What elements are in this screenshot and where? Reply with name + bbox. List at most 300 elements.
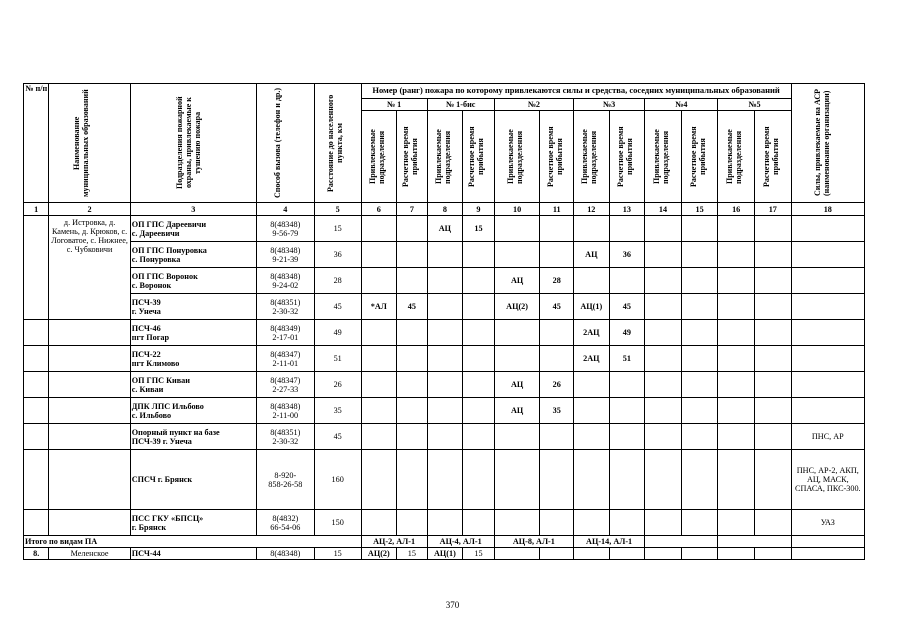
- rank-cell: [645, 510, 682, 536]
- rank-cell: [574, 372, 610, 398]
- distance-km: 49: [314, 320, 361, 346]
- rank-cell: [574, 216, 610, 242]
- asr-forces: [791, 320, 864, 346]
- rank-cell: [681, 268, 718, 294]
- rank-cell: [540, 424, 574, 450]
- rank-cell: [645, 346, 682, 372]
- rank-cell: [681, 510, 718, 536]
- empty-cell: [49, 450, 130, 510]
- rank-cell: [645, 294, 682, 320]
- empty-cell: [24, 510, 49, 536]
- rank-cell: [609, 510, 645, 536]
- subheader-text: Расчетное время прибытия: [545, 126, 564, 187]
- distance-km: 45: [314, 294, 361, 320]
- header-units: [130, 84, 256, 203]
- rank-cell: [540, 346, 574, 372]
- rank-cell: [609, 424, 645, 450]
- rank-cell: [754, 346, 791, 372]
- rank-cell: АЦ(1): [427, 548, 463, 560]
- rank-cell: [681, 216, 718, 242]
- rank-cell: [681, 372, 718, 398]
- table-row: [24, 216, 865, 242]
- subheader-units: [361, 111, 397, 203]
- rank-cell: [681, 450, 718, 510]
- totals-rank-2: АЦ-8, АЛ-1: [494, 536, 573, 548]
- unit-name: ПСС ГКУ «БПСЦ» г. Брянск: [130, 510, 256, 536]
- page-number: 370: [445, 600, 460, 610]
- rank-cell: [574, 548, 610, 560]
- unit-name: Опорный пункт на базе ПСЧ-39 г. Унеча: [130, 424, 256, 450]
- rank-cell: 36: [609, 242, 645, 268]
- rank-cell: [427, 450, 463, 510]
- row-number: 8.: [24, 548, 49, 560]
- unit-name: ОП ГПС Воронок с. Воронок: [130, 268, 256, 294]
- rank-cell: [361, 450, 397, 510]
- column-number: 7: [397, 203, 428, 216]
- rank-cell: 49: [609, 320, 645, 346]
- header-call: [256, 84, 314, 203]
- rank-3-text: №3: [602, 99, 616, 109]
- rank-2: [494, 98, 573, 111]
- rank-4: [645, 98, 718, 111]
- rank-cell: [427, 372, 463, 398]
- rank-1bis: [427, 98, 494, 111]
- rank-cell: АЦ: [494, 398, 540, 424]
- rank-cell: 15: [463, 548, 495, 560]
- header-num: [24, 84, 49, 203]
- distance-km: 150: [314, 510, 361, 536]
- rank-cell: [540, 242, 574, 268]
- distance-km: 28: [314, 268, 361, 294]
- table-row: [24, 320, 865, 346]
- rank-cell: [463, 450, 495, 510]
- rank-cell: [718, 294, 755, 320]
- call-phone: 8(48349) 2-17-01: [256, 320, 314, 346]
- rank-cell: 26: [540, 372, 574, 398]
- distance-km: 15: [314, 216, 361, 242]
- call-phone: 8-920- 858-26-58: [256, 450, 314, 510]
- rank-cell: 2АЦ: [574, 346, 610, 372]
- rank-cell: [397, 216, 428, 242]
- rank-cell: [494, 216, 540, 242]
- rank-cell: [463, 510, 495, 536]
- unit-name: ДПК ЛПС Ильбово с. Ильбово: [130, 398, 256, 424]
- rank-cell: [645, 320, 682, 346]
- subheader-time: [754, 111, 791, 203]
- empty-cell: [49, 346, 130, 372]
- rank-cell: [494, 424, 540, 450]
- call-phone: 8(48348) 9-24-02: [256, 268, 314, 294]
- asr-forces: УАЗ: [791, 510, 864, 536]
- rank-cell: [494, 510, 540, 536]
- totals-asr: [791, 536, 864, 548]
- empty-cell: [24, 346, 49, 372]
- rank-cell: [754, 216, 791, 242]
- distance-km: 160: [314, 450, 361, 510]
- subheader-units: [718, 111, 755, 203]
- rank-cell: [609, 372, 645, 398]
- subheader-text: Расчетное время прибытия: [688, 126, 707, 187]
- call-phone: 8(48348) 9-21-39: [256, 242, 314, 268]
- rank-cell: [681, 242, 718, 268]
- table-row: [24, 346, 865, 372]
- rank-cell: [540, 450, 574, 510]
- rank-1-text: № 1: [386, 99, 402, 109]
- unit-name: СПСЧ г. Брянск: [130, 450, 256, 510]
- unit-name: ПСЧ-22 пгт Климово: [130, 346, 256, 372]
- rank-cell: [397, 372, 428, 398]
- rank-cell: [609, 216, 645, 242]
- unit-name: ПСЧ-44: [130, 548, 256, 560]
- rank-cell: [540, 510, 574, 536]
- rank-cell: [427, 398, 463, 424]
- rank-cell: 45: [540, 294, 574, 320]
- empty-cell: [24, 398, 49, 424]
- rank-cell: [718, 320, 755, 346]
- column-number: 3: [130, 203, 256, 216]
- rank-cell: [463, 346, 495, 372]
- rank-cell: [540, 320, 574, 346]
- rank-cell: [645, 548, 682, 560]
- column-number: 4: [256, 203, 314, 216]
- rank-cell: [754, 450, 791, 510]
- rank-cell: [681, 548, 718, 560]
- rank-cell: [754, 268, 791, 294]
- rank-cell: АЦ: [574, 242, 610, 268]
- totals-rank-5: [718, 536, 791, 548]
- rank-cell: АЦ: [427, 216, 463, 242]
- rank-cell: [361, 320, 397, 346]
- table-row: [24, 450, 865, 510]
- header-rank-title: [361, 84, 791, 99]
- rank-cell: [645, 398, 682, 424]
- rank-cell: [718, 450, 755, 510]
- empty-cell: [49, 372, 130, 398]
- subheader-units: [427, 111, 463, 203]
- rank-cell: [494, 346, 540, 372]
- rank-cell: [427, 510, 463, 536]
- rank-cell: [609, 398, 645, 424]
- subheader-text: Привлекаемые подразделения: [433, 129, 452, 184]
- header-name: [49, 84, 130, 203]
- table-row: [24, 548, 865, 560]
- table-row: [24, 242, 865, 268]
- unit-name: ПСЧ-39 г. Унеча: [130, 294, 256, 320]
- rank-cell: АЦ: [494, 268, 540, 294]
- rank-cell: [754, 320, 791, 346]
- rank-cell: [540, 216, 574, 242]
- empty-cell: [49, 424, 130, 450]
- totals-label: Итого по видам ПА: [24, 536, 362, 548]
- fire-forces-table: [23, 83, 865, 560]
- rank-cell: [397, 320, 428, 346]
- call-phone: 8(48348) 2-11-00: [256, 398, 314, 424]
- rank-cell: [609, 548, 645, 560]
- area-villages: д. Истровка, д. Камень, д. Крюков, с. Логоватое, с. Нижнее, с. Чубковичи: [49, 216, 130, 320]
- asr-forces: [791, 268, 864, 294]
- rank-cell: АЦ(1): [574, 294, 610, 320]
- rank-1bis-text: № 1-бис: [445, 99, 476, 109]
- rank-cell: [361, 242, 397, 268]
- distance-km: 35: [314, 398, 361, 424]
- rank-cell: [397, 424, 428, 450]
- rank-cell: [397, 510, 428, 536]
- column-number: 14: [645, 203, 682, 216]
- rank-cell: [645, 450, 682, 510]
- rank-cell: [681, 398, 718, 424]
- rank-cell: [463, 294, 495, 320]
- subheader-text: Привлекаемые подразделения: [506, 129, 525, 184]
- header-rank-title-text: Номер (ранг) пожара по которому привлекаются силы и средства, соседних муниципальных образований: [372, 85, 780, 96]
- rank-cell: [609, 268, 645, 294]
- asr-forces: [791, 294, 864, 320]
- rank-cell: [361, 346, 397, 372]
- header-num-text: № п/п: [25, 84, 48, 93]
- header-asr-text: Силы, привлекаемые на АСР (наименование организации): [812, 89, 831, 197]
- empty-cell: [49, 510, 130, 536]
- rank-cell: [718, 424, 755, 450]
- distance-km: 36: [314, 242, 361, 268]
- subheader-units: [645, 111, 682, 203]
- subheader-text: Расчетное время прибытия: [400, 126, 419, 187]
- rank-cell: [754, 294, 791, 320]
- rank-cell: [540, 548, 574, 560]
- rank-cell: [754, 548, 791, 560]
- empty-cell: [24, 450, 49, 510]
- asr-forces: [791, 216, 864, 242]
- empty-cell: [24, 372, 49, 398]
- totals-rank-3: АЦ-14, АЛ-1: [574, 536, 645, 548]
- header-dist-text: Расстояние до населенного пункта, км: [325, 94, 344, 192]
- subheader-units: [494, 111, 540, 203]
- rank-5: [718, 98, 791, 111]
- subheader-text: Расчетное время прибытия: [615, 126, 634, 187]
- rank-cell: [681, 294, 718, 320]
- table-row: [24, 372, 865, 398]
- header-asr: [791, 84, 864, 203]
- totals-row: [24, 536, 865, 548]
- asr-forces: ПНС, АР: [791, 424, 864, 450]
- empty-cell: [49, 320, 130, 346]
- column-number: 2: [49, 203, 130, 216]
- rank-cell: [494, 320, 540, 346]
- subheader-text: Привлекаемые подразделения: [725, 129, 744, 184]
- column-number: 15: [681, 203, 718, 216]
- area-name: Меленское: [49, 548, 130, 560]
- column-number: 8: [427, 203, 463, 216]
- header-units-text: Подразделения пожарной охраны, привлекаемые к тушению пожара: [175, 96, 203, 190]
- rank-2-text: №2: [527, 99, 541, 109]
- rank-cell: [361, 510, 397, 536]
- rank-cell: 2АЦ: [574, 320, 610, 346]
- column-number: 1: [24, 203, 49, 216]
- subheader-time: [681, 111, 718, 203]
- rank-cell: [574, 510, 610, 536]
- rank-cell: АЦ(2): [361, 548, 397, 560]
- rank-cell: 28: [540, 268, 574, 294]
- rank-cell: 15: [463, 216, 495, 242]
- rank-cell: [754, 242, 791, 268]
- rank-cell: [427, 424, 463, 450]
- rank-cell: [361, 268, 397, 294]
- rank-4-text: №4: [675, 99, 688, 109]
- distance-km: 26: [314, 372, 361, 398]
- rank-cell: 45: [397, 294, 428, 320]
- asr-forces: ПНС, АР-2, АКП, АЦ, МАСК, СПАСА, ПКС-300.: [791, 450, 864, 510]
- rank-cell: [427, 242, 463, 268]
- rank-cell: АЦ: [494, 372, 540, 398]
- rank-cell: [397, 398, 428, 424]
- rank-cell: [427, 294, 463, 320]
- subheader-text: Расчетное время прибытия: [761, 126, 780, 187]
- column-number: 9: [463, 203, 495, 216]
- rank-cell: [754, 510, 791, 536]
- subheader-time: [540, 111, 574, 203]
- merged-num-cell: [24, 216, 49, 320]
- asr-forces: [791, 242, 864, 268]
- distance-km: 51: [314, 346, 361, 372]
- unit-name: ОП ГПС Понуровка с. Понуровка: [130, 242, 256, 268]
- rank-cell: [463, 424, 495, 450]
- call-phone: 8(48351) 2-30-32: [256, 294, 314, 320]
- table-row: [24, 268, 865, 294]
- header-dist: [314, 84, 361, 203]
- call-phone: 8(48347) 2-11-01: [256, 346, 314, 372]
- rank-cell: [645, 424, 682, 450]
- unit-name: ОП ГПС Киваи с. Киваи: [130, 372, 256, 398]
- rank-cell: [397, 346, 428, 372]
- empty-cell: [24, 424, 49, 450]
- call-phone: 8(4832) 66-54-06: [256, 510, 314, 536]
- rank-cell: [718, 268, 755, 294]
- asr-forces: [791, 372, 864, 398]
- rank-cell: [463, 372, 495, 398]
- rank-cell: [609, 450, 645, 510]
- subheader-text: Привлекаемые подразделения: [367, 129, 386, 184]
- rank-cell: [397, 450, 428, 510]
- rank-cell: [645, 268, 682, 294]
- table-row: [24, 294, 865, 320]
- column-number: 17: [754, 203, 791, 216]
- rank-cell: 51: [609, 346, 645, 372]
- rank-cell: [645, 372, 682, 398]
- table-row: [24, 424, 865, 450]
- column-number: 6: [361, 203, 397, 216]
- call-phone: 8(48347) 2-27-33: [256, 372, 314, 398]
- rank-5-text: №5: [748, 99, 761, 109]
- subheader-time: [609, 111, 645, 203]
- rank-cell: 35: [540, 398, 574, 424]
- rank-cell: [397, 268, 428, 294]
- subheader-time: [463, 111, 495, 203]
- distance-km: 45: [314, 424, 361, 450]
- rank-cell: [718, 346, 755, 372]
- rank-cell: [427, 268, 463, 294]
- rank-cell: [397, 242, 428, 268]
- rank-cell: [754, 424, 791, 450]
- rank-cell: [645, 216, 682, 242]
- rank-cell: [754, 372, 791, 398]
- call-phone: 8(48351) 2-30-32: [256, 424, 314, 450]
- subheader-text: Расчетное время прибытия: [467, 126, 486, 187]
- rank-cell: [463, 242, 495, 268]
- call-phone: 8(48348): [256, 548, 314, 560]
- rank-cell: [427, 320, 463, 346]
- rank-cell: *АЛ: [361, 294, 397, 320]
- rank-cell: [645, 242, 682, 268]
- rank-cell: [681, 424, 718, 450]
- rank-cell: [494, 450, 540, 510]
- column-number: 13: [609, 203, 645, 216]
- subheader-time: [397, 111, 428, 203]
- rank-cell: [718, 510, 755, 536]
- rank-cell: [574, 424, 610, 450]
- rank-cell: [681, 346, 718, 372]
- totals-rank-1bis: АЦ-4, АЛ-1: [427, 536, 494, 548]
- rank-cell: [361, 372, 397, 398]
- subheader-text: Привлекаемые подразделения: [580, 129, 599, 184]
- header-name-text: Наименование муниципальных образований: [71, 89, 90, 197]
- rank-cell: АЦ(2): [494, 294, 540, 320]
- rank-cell: [791, 548, 864, 560]
- rank-cell: [574, 398, 610, 424]
- rank-cell: [718, 242, 755, 268]
- column-number: 18: [791, 203, 864, 216]
- asr-forces: [791, 398, 864, 424]
- rank-cell: [463, 398, 495, 424]
- empty-cell: [24, 320, 49, 346]
- rank-cell: [574, 268, 610, 294]
- column-number: 11: [540, 203, 574, 216]
- rank-cell: [754, 398, 791, 424]
- rank-cell: [463, 268, 495, 294]
- rank-cell: [718, 548, 755, 560]
- rank-cell: 45: [609, 294, 645, 320]
- rank-cell: [574, 450, 610, 510]
- asr-forces: [791, 346, 864, 372]
- unit-name: ОП ГПС Дареевичи с. Дареевичи: [130, 216, 256, 242]
- rank-cell: [718, 216, 755, 242]
- rank-cell: [718, 398, 755, 424]
- rank-cell: [361, 398, 397, 424]
- rank-cell: [718, 372, 755, 398]
- rank-3: [574, 98, 645, 111]
- rank-cell: [361, 216, 397, 242]
- rank-cell: [681, 320, 718, 346]
- rank-cell: [463, 320, 495, 346]
- empty-cell: [49, 398, 130, 424]
- rank-cell: [494, 242, 540, 268]
- rank-cell: [427, 346, 463, 372]
- column-number: 12: [574, 203, 610, 216]
- totals-rank-4: [645, 536, 718, 548]
- rank-cell: 15: [397, 548, 428, 560]
- table-row: [24, 398, 865, 424]
- header-call-text: Способ вызова (телефон и др.): [273, 88, 283, 198]
- rank-1: [361, 98, 427, 111]
- call-phone: 8(48348) 9-56-79: [256, 216, 314, 242]
- column-number: 16: [718, 203, 755, 216]
- rank-cell: [361, 424, 397, 450]
- subheader-units: [574, 111, 610, 203]
- unit-name: ПСЧ-46 пгт Погар: [130, 320, 256, 346]
- distance-km: 15: [314, 548, 361, 560]
- column-number: 5: [314, 203, 361, 216]
- subheader-text: Привлекаемые подразделения: [651, 129, 670, 184]
- rank-cell: [494, 548, 540, 560]
- column-number: 10: [494, 203, 540, 216]
- totals-rank-1: АЦ-2, АЛ-1: [361, 536, 427, 548]
